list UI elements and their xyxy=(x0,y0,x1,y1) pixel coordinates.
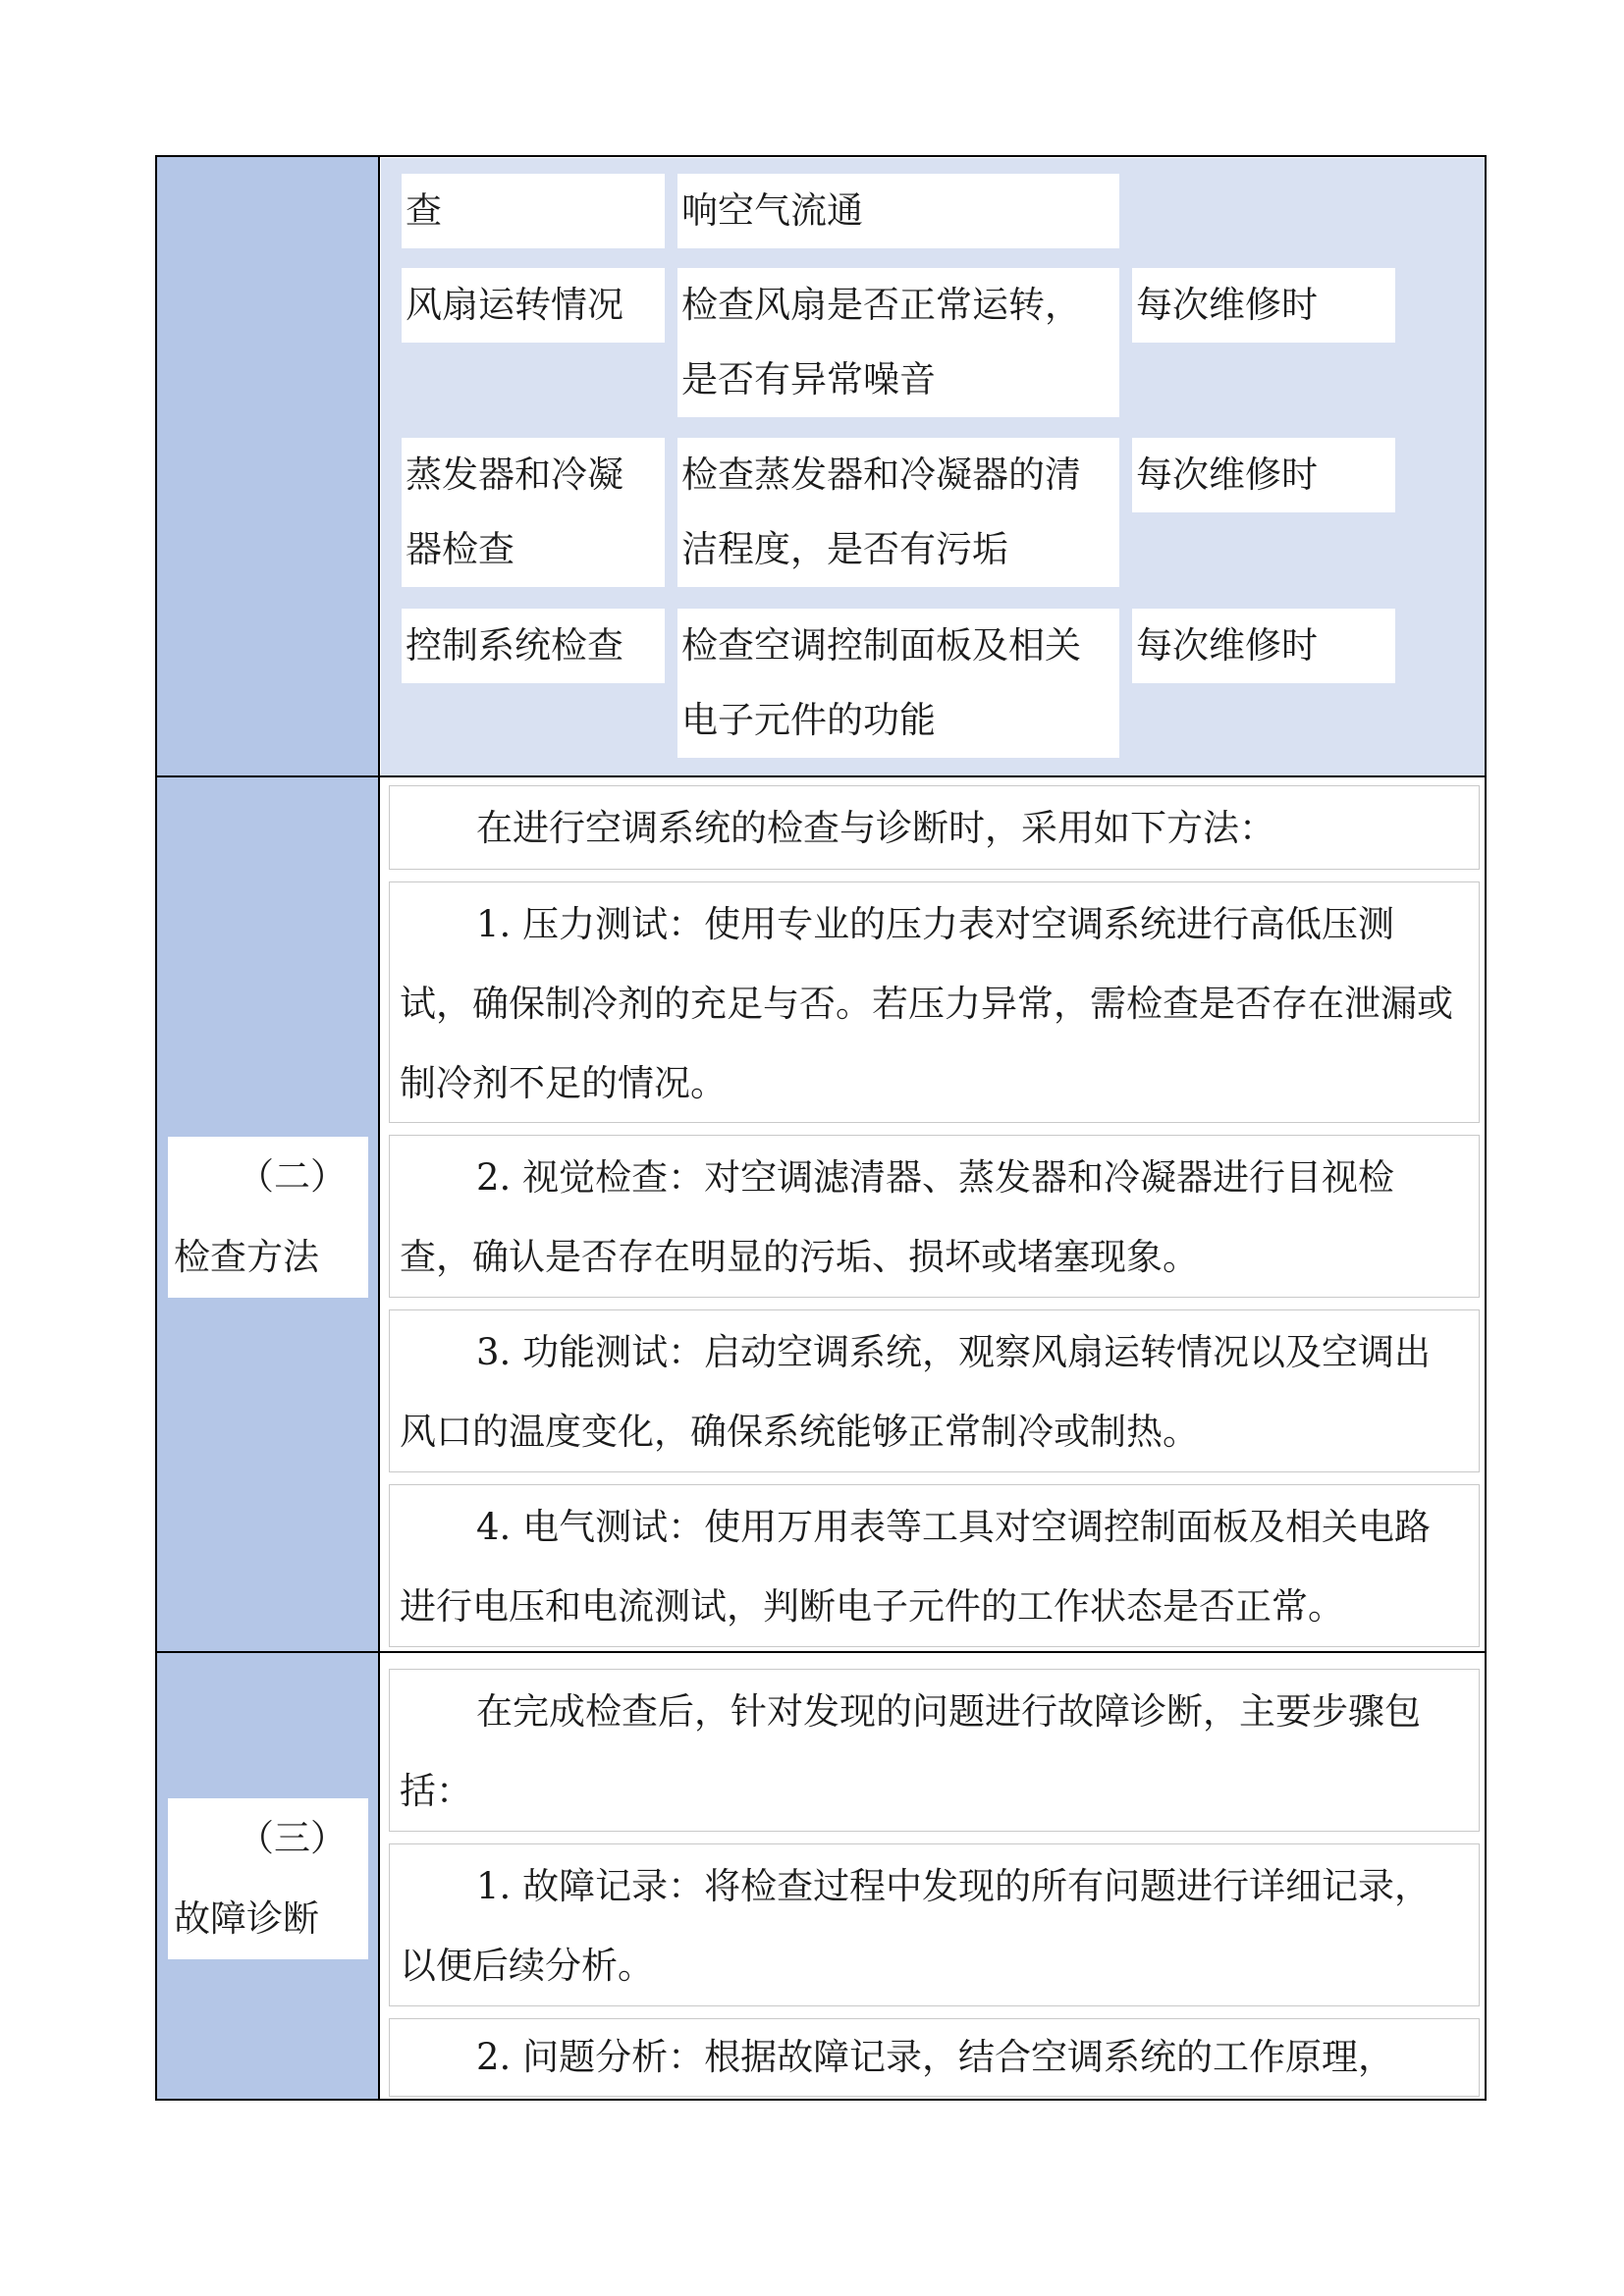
paragraph-text: 在进行空调系统的检查与诊断时，采用如下方法： xyxy=(476,807,1275,849)
paragraph-item xyxy=(389,1484,1480,1647)
cell-text: 检查空调控制面板及相关电子元件的功能 xyxy=(681,624,1081,741)
paragraph-text: 1. 故障记录：将检查过程中发现的所有问题进行详细记录，以便后续分析。 xyxy=(400,1865,1432,1987)
section-title: 故障诊断 xyxy=(174,1897,319,1940)
paragraph-text: 4. 电气测试：使用万用表等工具对空调控制面板及相关电路进行电压和电流测试，判断电子元件的工作状态是否正常。 xyxy=(400,1506,1432,1628)
paragraph-item xyxy=(389,1843,1480,2006)
cell-text: 风扇运转情况 xyxy=(406,284,623,326)
paragraph-text: 2. 视觉检查：对空调滤清器、蒸发器和冷凝器进行目视检查，确认是否存在明显的污垢、损坏或堵塞现象。 xyxy=(400,1156,1395,1278)
section-label-inspection-methods xyxy=(168,1137,368,1298)
table-border-bottom xyxy=(155,2099,1487,2101)
cell-text: 每次维修时 xyxy=(1136,454,1318,496)
table-cell-item xyxy=(402,609,665,683)
cell-text: 每次维修时 xyxy=(1136,624,1318,667)
paragraph-text: 2. 问题分析：根据故障记录，结合空调系统的工作原理， xyxy=(476,2036,1395,2078)
paragraph-intro xyxy=(389,785,1480,870)
paragraph-item xyxy=(389,1309,1480,1472)
cell-text: 控制系统检查 xyxy=(406,624,623,667)
cell-text: 查 xyxy=(406,189,442,232)
paragraph-item xyxy=(389,1135,1480,1298)
table-cell-item xyxy=(402,268,665,343)
table-border-right xyxy=(1485,155,1487,2101)
paragraph-text: 在完成检查后，针对发现的问题进行故障诊断，主要步骤包括： xyxy=(400,1690,1421,1812)
table-cell-content xyxy=(677,268,1119,417)
table-cell-frequency xyxy=(1132,609,1395,683)
table-cell-frequency xyxy=(1132,438,1395,512)
section-title: 检查方法 xyxy=(174,1236,319,1278)
table-border-top xyxy=(155,155,1487,157)
section-number: （二） xyxy=(238,1155,347,1198)
table-cell-item xyxy=(402,174,665,248)
table-cell-content xyxy=(677,438,1119,587)
paragraph-intro xyxy=(389,1669,1480,1832)
paragraph-item xyxy=(389,881,1480,1123)
row-divider xyxy=(155,775,1487,777)
table-cell-content xyxy=(677,174,1119,248)
table-cell-item xyxy=(402,438,665,587)
paragraph-text: 1. 压力测试：使用专业的压力表对空调系统进行高低压测试，确保制冷剂的充足与否。若压力异常，需检查是否存在泄漏或制冷剂不足的情况。 xyxy=(400,903,1453,1104)
column-divider xyxy=(378,155,380,2101)
cell-text: 蒸发器和冷凝器检查 xyxy=(406,454,623,570)
cell-text: 每次维修时 xyxy=(1136,284,1318,326)
paragraph-text: 3. 功能测试：启动空调系统，观察风扇运转情况以及空调出风口的温度变化，确保系统能够正常制冷或制热。 xyxy=(400,1331,1432,1453)
table-cell-content xyxy=(677,609,1119,758)
section-number: （三） xyxy=(238,1817,347,1859)
cell-text: 检查蒸发器和冷凝器的清洁程度，是否有污垢 xyxy=(681,454,1081,570)
section-label-fault-diagnosis xyxy=(168,1798,368,1959)
cell-text: 检查风扇是否正常运转，是否有异常噪音 xyxy=(681,284,1081,400)
row-divider xyxy=(155,1651,1487,1653)
paragraph-item xyxy=(389,2018,1480,2097)
table-cell-frequency xyxy=(1132,268,1395,343)
table-border-left xyxy=(155,155,157,2101)
cell-text: 响空气流通 xyxy=(681,189,863,232)
